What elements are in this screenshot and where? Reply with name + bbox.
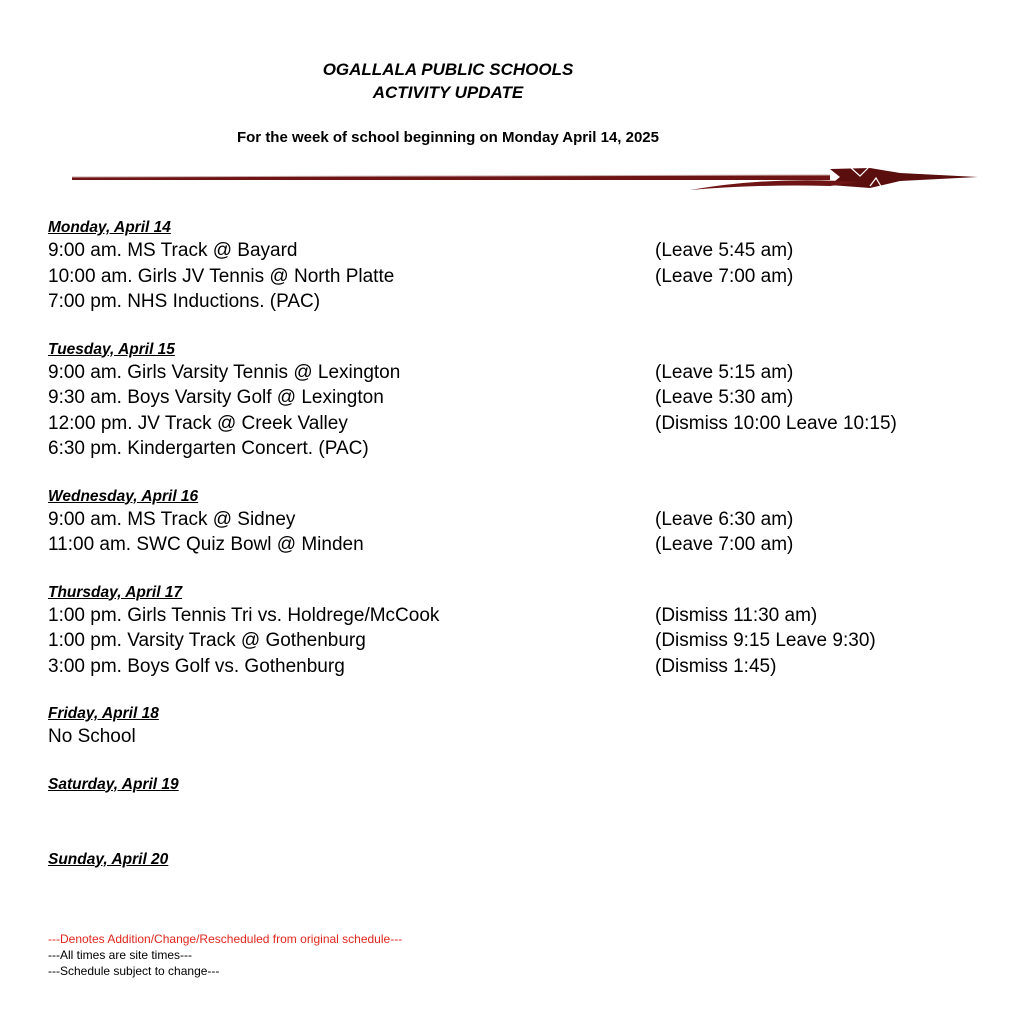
org-title: OGALLALA PUBLIC SCHOOLS: [322, 60, 574, 79]
event-row: [48, 289, 1008, 315]
event-leave: (Leave 5:15 am): [655, 361, 794, 383]
event-name: 7:00 pm. NHS Inductions. (PAC): [48, 291, 321, 312]
event-leave: (Leave 7:00 am): [655, 265, 794, 287]
event-row: [48, 628, 1008, 654]
event-leave: (Leave 7:00 am): [655, 534, 794, 555]
event-leave: (Leave 6:30 am): [655, 508, 794, 530]
event-leave: (Dismiss 11:30 am): [655, 604, 818, 626]
page-title: ACTIVITY UPDATE: [372, 83, 524, 102]
event-row: [48, 238, 1008, 264]
day-block-sunday: [48, 850, 1008, 870]
event-row: [48, 436, 1008, 462]
day-block-saturday: [48, 775, 1008, 825]
event-name: 9:00 am. MS Track @ Sidney: [48, 508, 296, 530]
event-name: 10:00 am. Girls JV Tennis @ North Platte: [48, 265, 395, 287]
day-heading: Tuesday, April 15: [48, 340, 175, 358]
event-leave: (Dismiss 9:15 Leave 9:30): [655, 630, 876, 651]
event-row: [48, 360, 1008, 386]
event-name: 6:30 pm. Kindergarten Concert. (PAC): [48, 438, 369, 459]
day-heading: Monday, April 14: [48, 219, 171, 236]
event-name: 1:00 pm. Varsity Track @ Gothenburg: [48, 630, 366, 651]
day-block-wednesday: [48, 487, 1008, 558]
event-name: 9:30 am. Boys Varsity Golf @ Lexington: [48, 387, 384, 408]
day-heading: Sunday, April 20: [48, 850, 169, 868]
day-heading: Saturday, April 19: [48, 775, 179, 793]
footer-notes: [48, 931, 402, 979]
event-row: [48, 385, 1008, 411]
site-times-note: ---All times are site times---: [48, 948, 193, 962]
spear-divider-icon: [70, 164, 982, 198]
event-name: 1:00 pm. Girls Tennis Tri vs. Holdrege/McCook: [48, 604, 440, 626]
week-subtitle: For the week of school beginning on Monday April 14, 2025: [236, 129, 659, 146]
day-block-thursday: [48, 583, 1008, 680]
event-name: No School: [48, 726, 136, 747]
schedule-list: [48, 218, 1008, 895]
event-row: [48, 532, 1008, 558]
event-name: 9:00 am. MS Track @ Bayard: [48, 240, 298, 261]
event-leave: (Dismiss 10:00 Leave 10:15): [655, 412, 897, 434]
event-row: [48, 603, 1008, 629]
event-name: 9:00 am. Girls Varsity Tennis @ Lexington: [48, 361, 401, 383]
day-block-monday: [48, 218, 1008, 315]
event-row: [48, 264, 1008, 290]
event-name: 12:00 pm. JV Track @ Creek Valley: [48, 412, 348, 434]
day-heading: Thursday, April 17: [48, 583, 183, 601]
event-row: [48, 507, 1008, 533]
event-name: 3:00 pm. Boys Golf vs. Gothenburg: [48, 655, 345, 677]
day-block-friday: [48, 704, 1008, 750]
event-leave: (Dismiss 1:45): [655, 655, 777, 677]
day-heading: Friday, April 18: [48, 705, 159, 722]
day-heading: Wednesday, April 16: [48, 487, 199, 505]
event-leave: (Leave 5:45 am): [655, 240, 794, 261]
subject-to-change-note: ---Schedule subject to change---: [48, 964, 220, 978]
event-leave: (Leave 5:30 am): [655, 387, 794, 408]
event-row: [48, 654, 1008, 680]
day-block-tuesday: [48, 340, 1008, 462]
change-note: ---Denotes Addition/Change/Rescheduled from original schedule---: [48, 932, 403, 946]
event-row: [48, 411, 1008, 437]
event-row: [48, 724, 1008, 750]
event-name: 11:00 am. SWC Quiz Bowl @ Minden: [48, 534, 364, 555]
